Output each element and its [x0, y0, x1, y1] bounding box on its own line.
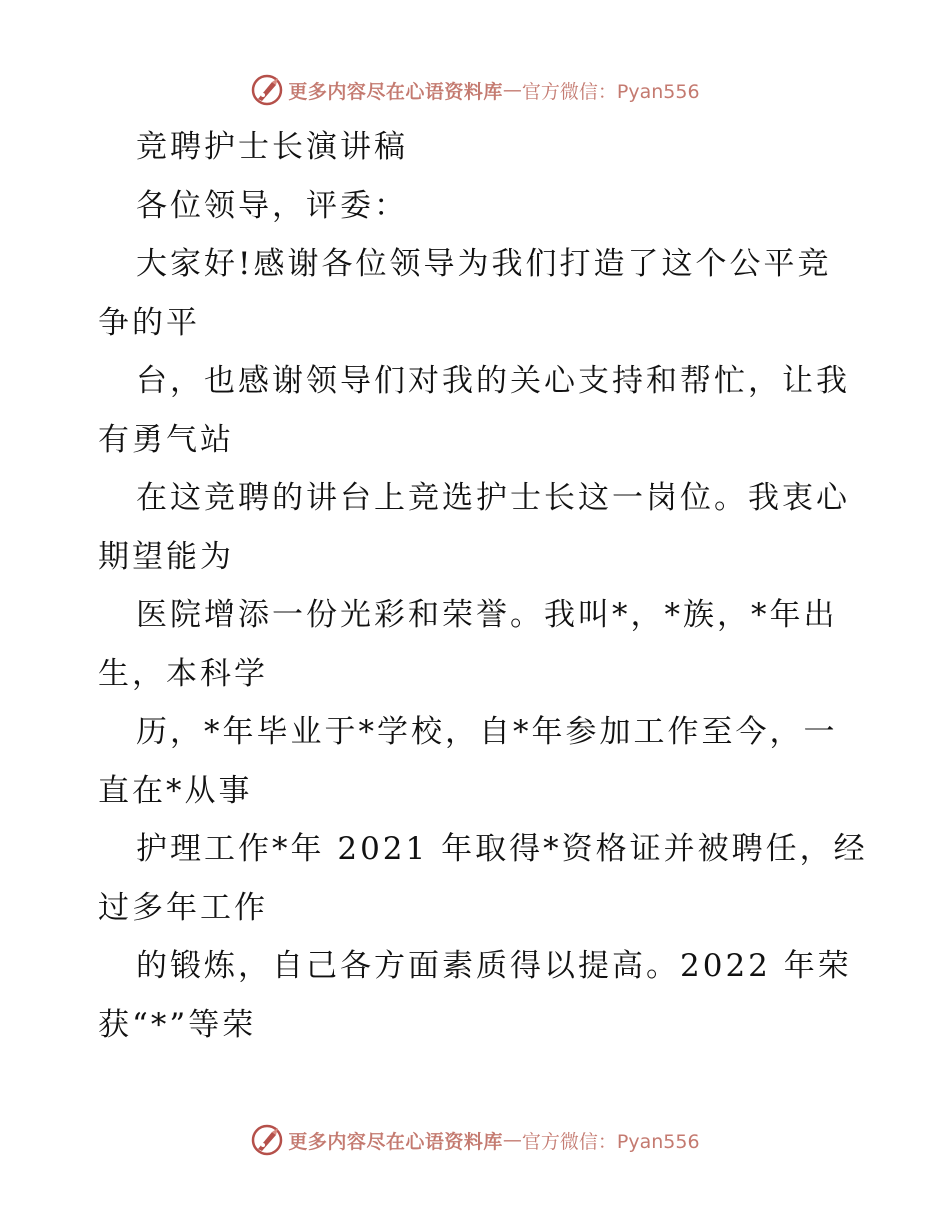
text-line: 在这竞聘的讲台上竞选护士长这一岗位。我衷心	[136, 480, 850, 516]
watermark-brand: 更多内容尽在心语资料库	[288, 80, 503, 103]
watermark-contact: 官方微信：Pyan556	[521, 80, 700, 103]
quill-pen-logo-icon	[250, 1123, 284, 1157]
text-line: 历，*年毕业于*学校，自*年参加工作至今，一	[136, 714, 838, 750]
text-line: 有勇气站	[98, 421, 234, 458]
text-line: 台，也感谢领导们对我的关心支持和帮忙，让我	[136, 363, 850, 399]
text-line: 过多年工作	[98, 889, 268, 926]
watermark-separator: —	[502, 1129, 522, 1151]
text-line: 直在*从事	[98, 772, 253, 809]
text-line: 医院增添一份光彩和荣誉。我叫*，*族，*年出	[136, 597, 838, 633]
header-watermark	[0, 70, 950, 110]
text-line: 争的平	[98, 304, 200, 341]
watermark-separator: —	[502, 79, 522, 101]
quill-pen-logo-icon	[250, 73, 284, 107]
text-line: 的锻炼，自己各方面素质得以提高。2022 年荣	[136, 948, 852, 984]
text-line: 竞聘护士长演讲稿	[136, 129, 408, 165]
footer-watermark	[0, 1120, 950, 1160]
watermark-brand: 更多内容尽在心语资料库	[288, 1130, 503, 1153]
text-line: 生，本科学	[98, 655, 268, 692]
text-line: 期望能为	[98, 538, 234, 575]
speech-body	[98, 118, 868, 1054]
text-line: 各位领导，评委：	[136, 187, 408, 224]
text-line: 大家好!感谢各位领导为我们打造了这个公平竞	[136, 246, 832, 282]
watermark-contact: 官方微信：Pyan556	[521, 1130, 700, 1153]
text-line: 护理工作*年 2021 年取得*资格证并被聘任，经	[136, 831, 868, 867]
text-line: 获“*”等荣	[98, 1006, 257, 1043]
